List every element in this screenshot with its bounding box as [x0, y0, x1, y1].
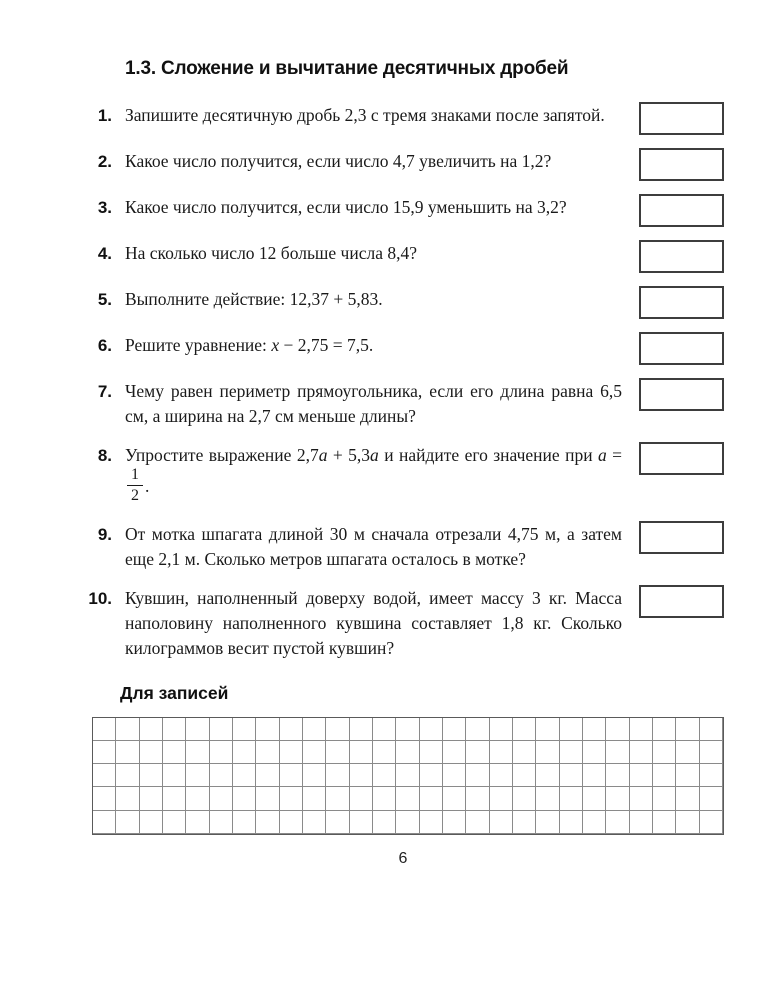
grid-cell: [443, 741, 466, 764]
problem-row: [82, 443, 724, 508]
grid-cell: [116, 741, 139, 764]
grid-cell: [560, 811, 583, 834]
answer-box[interactable]: [639, 442, 724, 475]
grid-cell: [326, 787, 349, 810]
grid-cell: [466, 718, 489, 741]
page-number: 6: [398, 849, 408, 867]
problem-row: [82, 333, 724, 365]
grid-cell: [560, 764, 583, 787]
grid-cell: [676, 718, 699, 741]
grid-cell: [490, 787, 513, 810]
math-variable: x: [271, 335, 280, 355]
grid-cell: [653, 811, 676, 834]
grid-cell: [140, 787, 163, 810]
grid-cell: [350, 718, 373, 741]
grid-cell: [303, 811, 326, 834]
grid-cell: [513, 764, 536, 787]
problem-number: 4.: [97, 244, 112, 263]
problem-number: 8.: [97, 446, 112, 465]
problem-number: 10.: [88, 588, 112, 608]
text-run: и найдите его значение при: [378, 445, 598, 465]
problem-text: [125, 443, 622, 508]
answer-box[interactable]: [639, 286, 724, 319]
fraction-numerator: 1: [127, 466, 143, 486]
grid-cell: [280, 811, 303, 834]
grid-cell: [676, 764, 699, 787]
grid-cell: [583, 718, 606, 741]
grid-cell: [210, 787, 233, 810]
grid-cell: [116, 718, 139, 741]
grid-cell: [466, 764, 489, 787]
grid-cell: [373, 764, 396, 787]
grid-cell: [116, 811, 139, 834]
problem-number: 2.: [97, 152, 112, 171]
grid-cell: [443, 787, 466, 810]
grid-cell: [653, 741, 676, 764]
grid-cell: [326, 741, 349, 764]
grid-cell: [93, 764, 116, 787]
text-run: − 2,75 = 7,5.: [279, 335, 374, 355]
grid-cell: [256, 787, 279, 810]
text-run: Запишите десятичную дробь 2,3 с тремя знаками после запятой.: [125, 105, 605, 125]
grid-cell: [163, 764, 186, 787]
grid-cell: [396, 787, 419, 810]
grid-cell: [210, 741, 233, 764]
answer-box[interactable]: [639, 521, 724, 554]
problem-row: [82, 287, 724, 319]
problem-text: [125, 586, 622, 661]
grid-cell: [560, 787, 583, 810]
grid-cell: [420, 811, 443, 834]
grid-cell: [373, 811, 396, 834]
text-run: Какое число получится, если число 4,7 увеличить на 1,2?: [125, 151, 552, 171]
grid-cell: [700, 787, 723, 810]
grid-cell: [443, 764, 466, 787]
grid-cell: [513, 718, 536, 741]
grid-cell: [396, 764, 419, 787]
grid-cell: [163, 811, 186, 834]
grid-cell: [373, 741, 396, 764]
text-run: Решите уравнение:: [125, 335, 272, 355]
grid-cell: [700, 764, 723, 787]
text-run: На сколько число 12 больше числа 8,4?: [125, 243, 418, 263]
grid-cell: [186, 811, 209, 834]
grid-cell: [490, 811, 513, 834]
problem-text: [125, 241, 622, 266]
answer-box[interactable]: [639, 148, 724, 181]
grid-cell: [373, 787, 396, 810]
math-variable: a: [370, 445, 379, 465]
grid-cell: [350, 741, 373, 764]
problem-number: 1.: [97, 106, 112, 125]
text-run: Выполните действие: 12,37 + 5,83.: [125, 289, 383, 309]
grid-cell: [630, 718, 653, 741]
grid-cell: [163, 787, 186, 810]
grid-cell: [513, 741, 536, 764]
grid-cell: [700, 741, 723, 764]
grid-cell: [140, 764, 163, 787]
problem-text: [125, 379, 622, 429]
text-run: Упростите выражение 2,7: [125, 445, 319, 465]
problem-text: [125, 149, 622, 174]
grid-cell: [210, 718, 233, 741]
grid-cell: [606, 811, 629, 834]
grid-cell: [536, 764, 559, 787]
grid-cell: [186, 787, 209, 810]
problem-text: [125, 333, 622, 358]
problem-row: [82, 379, 724, 429]
grid-cell: [93, 811, 116, 834]
grid-cell: [280, 741, 303, 764]
grid-cell: [210, 764, 233, 787]
grid-cell: [630, 787, 653, 810]
problem-text: [125, 103, 622, 128]
math-variable: a: [318, 445, 328, 465]
grid-cell: [466, 787, 489, 810]
grid-cell: [280, 764, 303, 787]
grid-cell: [676, 741, 699, 764]
grid-cell: [490, 741, 513, 764]
answer-box[interactable]: [639, 585, 724, 618]
text-run: Кувшин, наполненный доверху водой, имеет массу 3 кг. Масса наполовину наполненного кувшина составляет 1,8 кг. Сколько килограммов весит пустой кувшин?: [125, 587, 622, 658]
grid-cell: [420, 718, 443, 741]
grid-cell: [280, 787, 303, 810]
problems-list: [82, 103, 724, 661]
answer-box[interactable]: [639, 332, 724, 365]
grid-cell: [676, 811, 699, 834]
grid-cell: [93, 787, 116, 810]
problem-number: 7.: [97, 382, 112, 401]
grid-cell: [233, 741, 256, 764]
answer-box[interactable]: [639, 102, 724, 135]
problem-number: 6.: [97, 336, 112, 355]
grid-cell: [630, 741, 653, 764]
text-run: От мотка шпагата длиной 30 м сначала отрезали 4,75 м, а затем еще 2,1 м. Сколько метров шпагата осталось в мотке?: [125, 523, 622, 569]
grid-cell: [350, 787, 373, 810]
grid-cell: [443, 718, 466, 741]
grid-cell: [583, 787, 606, 810]
fraction-denominator: 2: [131, 487, 139, 505]
fraction: [127, 466, 143, 506]
answer-box[interactable]: [639, 240, 724, 273]
grid-cell: [466, 811, 489, 834]
grid-cell: [513, 811, 536, 834]
grid-cell: [140, 718, 163, 741]
problem-row: [82, 195, 724, 227]
grid-cell: [630, 764, 653, 787]
grid-cell: [233, 718, 256, 741]
grid-cell: [326, 718, 349, 741]
grid-cell: [303, 741, 326, 764]
grid-cell: [396, 741, 419, 764]
grid-cell: [536, 718, 559, 741]
grid-cell: [536, 811, 559, 834]
grid-cell: [583, 764, 606, 787]
grid-cell: [303, 718, 326, 741]
grid-cell: [396, 718, 419, 741]
notes-heading: Для записей: [120, 682, 229, 703]
grid-cell: [700, 811, 723, 834]
grid-cell: [163, 718, 186, 741]
grid-cell: [583, 811, 606, 834]
text-run: .: [145, 475, 150, 496]
text-run: + 5,3: [327, 445, 371, 465]
problem-text: [125, 287, 622, 312]
grid-cell: [116, 787, 139, 810]
notes-grid: [92, 717, 724, 835]
grid-cell: [420, 741, 443, 764]
grid-cell: [93, 741, 116, 764]
problem-row: [82, 103, 724, 135]
grid-cell: [653, 718, 676, 741]
problem-row: [82, 241, 724, 273]
problem-text: [125, 195, 622, 220]
grid-cell: [466, 741, 489, 764]
grid-cell: [606, 787, 629, 810]
text-run: =: [606, 445, 623, 465]
problem-number: 9.: [97, 524, 112, 544]
grid-cell: [326, 764, 349, 787]
grid-cell: [676, 787, 699, 810]
grid-cell: [606, 741, 629, 764]
problem-row: [82, 522, 724, 572]
grid-cell: [186, 764, 209, 787]
grid-cell: [186, 741, 209, 764]
grid-cell: [280, 718, 303, 741]
problem-text: [125, 522, 622, 572]
grid-cell: [536, 787, 559, 810]
grid-cell: [560, 718, 583, 741]
grid-cell: [140, 811, 163, 834]
grid-cell: [350, 764, 373, 787]
grid-cell: [140, 741, 163, 764]
grid-cell: [420, 764, 443, 787]
grid-cell: [163, 741, 186, 764]
grid-cell: [256, 764, 279, 787]
problem-number: 5.: [97, 290, 112, 309]
grid-cell: [186, 718, 209, 741]
grid-cell: [396, 811, 419, 834]
text-run: Какое число получится, если число 15,9 уменьшить на 3,2?: [125, 197, 567, 217]
answer-box[interactable]: [639, 194, 724, 227]
grid-cell: [373, 718, 396, 741]
grid-cell: [606, 764, 629, 787]
grid-cell: [583, 741, 606, 764]
grid-cell: [256, 811, 279, 834]
grid-cell: [560, 741, 583, 764]
grid-cell: [513, 787, 536, 810]
grid-cell: [256, 741, 279, 764]
math-variable: a: [597, 445, 607, 465]
grid-cell: [630, 811, 653, 834]
page-footer: [82, 850, 724, 868]
grid-cell: [256, 718, 279, 741]
grid-cell: [233, 764, 256, 787]
section-title: 1.3. Сложение и вычитание десятичных дробей: [125, 58, 569, 79]
grid-cell: [490, 718, 513, 741]
grid-cell: [210, 811, 233, 834]
grid-cell: [606, 718, 629, 741]
problem-row: [82, 586, 724, 661]
grid-cell: [93, 718, 116, 741]
grid-cell: [350, 811, 373, 834]
grid-cell: [233, 811, 256, 834]
problem-number: 3.: [97, 198, 112, 217]
grid-cell: [653, 764, 676, 787]
grid-cell: [443, 811, 466, 834]
grid-cell: [116, 764, 139, 787]
grid-cell: [233, 787, 256, 810]
text-run: Чему равен периметр прямоугольника, если его длина равна 6,5 см, а ширина на 2,7 см меньше длины?: [125, 381, 622, 426]
grid-cell: [303, 787, 326, 810]
grid-cell: [490, 764, 513, 787]
grid-cell: [653, 787, 676, 810]
grid-cell: [700, 718, 723, 741]
answer-box[interactable]: [639, 378, 724, 411]
grid-cell: [536, 741, 559, 764]
grid-cell: [303, 764, 326, 787]
grid-cell: [326, 811, 349, 834]
grid-cell: [420, 787, 443, 810]
problem-row: [82, 149, 724, 181]
